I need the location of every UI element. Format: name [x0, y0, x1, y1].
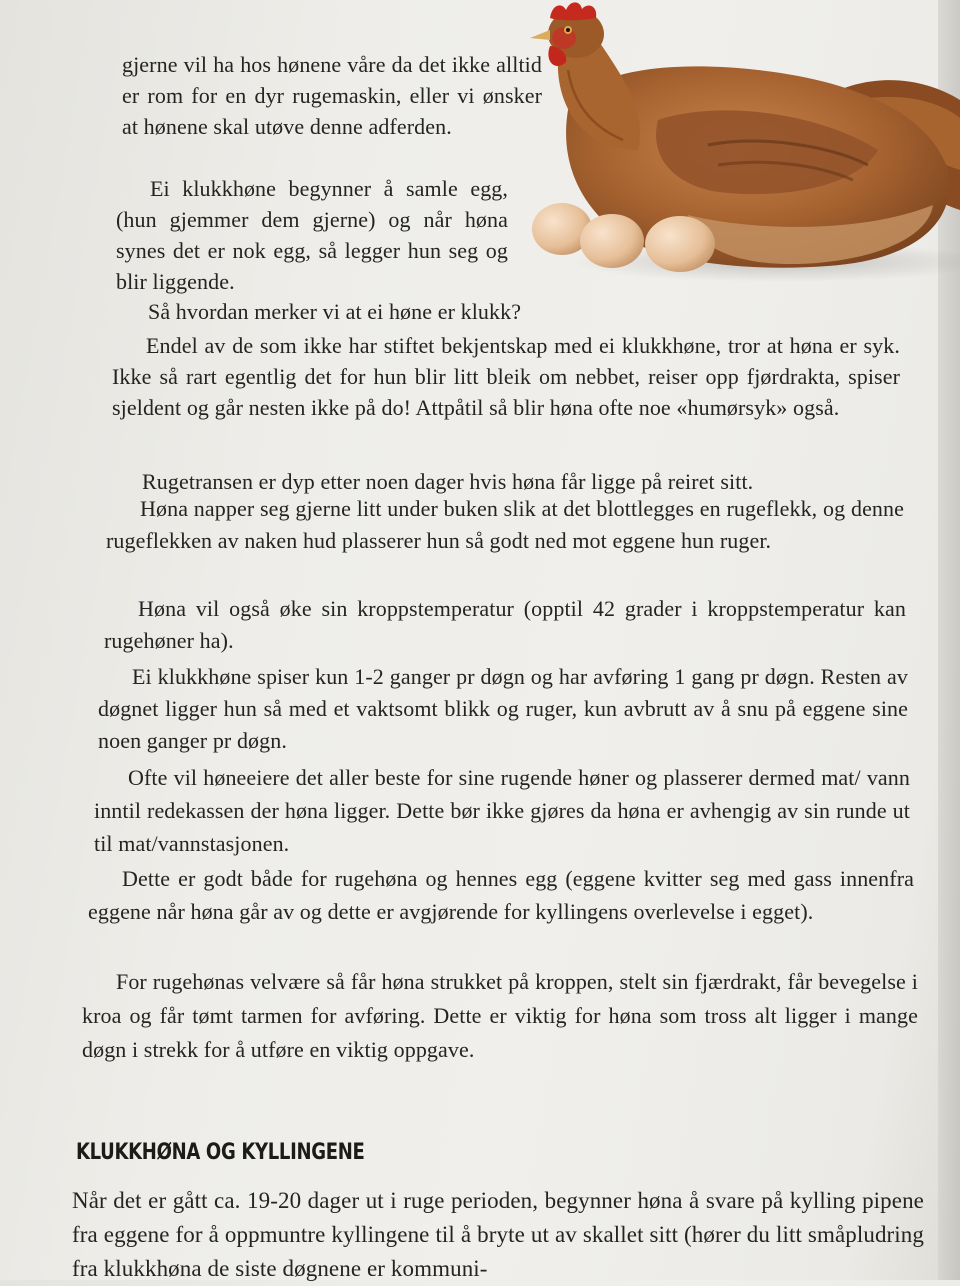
paragraph-symptoms: Endel av de som ikke har stiftet bekjentskap med ei klukkhøne, tror at høna er syk. Ikke så rart egentlig det for hun blir litt bleik om nebbet, reiser opp fjørdrakta, spiser sjeldent og går nesten ikke på do! Attpåtil så blir høna ofte noe «humørsyk» også.	[112, 333, 900, 420]
paragraph-wellbeing: For rugehønas velvære så får høna strukket på kroppen, stelt sin fjærdrakt, får bevegelse i kroa og får tømt tarmen for avføring. Dette er viktig for høna som tross alt ligger i mange døgn i strekk for å utføre en viktig oppgave.	[82, 969, 918, 1062]
hen-with-eggs-icon	[528, 0, 960, 285]
section-paragraph: Når det er gått ca. 19-20 dager ut i ruge perioden, begynner høna å svare på kylling pipene fra eggene for å oppmuntre kyllingene til å bryte ut av skallet sitt (hører du litt småpludring fra klukkhøna de siste døgnene er kommuni-	[72, 1188, 924, 1281]
paragraph-trance: Rugetransen er dyp etter noen dager hvis høna får ligge på reiret sitt.	[142, 469, 754, 494]
section-heading: KLUKKHØNA OG KYLLINGENE	[76, 1140, 365, 1165]
paragraph-egg-gathering: Ei klukkhøne begynner å samle egg, (hun gjemmer dem gjerne) og når høna synes det er nok egg, så legger hun seg og blir liggende.	[116, 176, 508, 294]
paragraph-continuation: gjerne vil ha hos hønene våre da det ikke alltid er rom for en dyr rugemaskin, eller vi ønsker at hønene skal utøve denne adferden.	[122, 52, 542, 139]
paragraph-brood-patch: Høna napper seg gjerne litt under buken slik at det blottlegges en rugeflekk, og denne rugeflekken av naken hud plasserer hun så godt ned mot eggene hun ruger.	[106, 496, 904, 553]
paragraph-gas-exchange: Dette er godt både for rugehøna og hennes egg (eggene kvitter seg med gass innenfra eggene når høna går av og dette er avgjørende for kyllingens overlevelse i egget).	[88, 866, 914, 924]
paragraph-question: Så hvordan merker vi at ei høne er klukk?	[148, 299, 522, 324]
paragraph-feeding: Ei klukkhøne spiser kun 1-2 ganger pr døgn og har avføring 1 gang pr døgn. Resten av døgnet ligger hun så med et vaktsomt blikk og ruger, kun avbrutt av å snu på eggene sine noen ganger pr døgn.	[98, 664, 908, 753]
paragraph-food-water: Ofte vil høneeiere det aller beste for sine rugende høner og plasserer dermed mat/ vann inntil redekassen der høna ligger. Dette bør ikke gjøres da høna er avhengig av sin runde ut til mat/vannstasjonen.	[94, 765, 910, 856]
paragraph-temperature: Høna vil også øke sin kroppstemperatur (opptil 42 grader i kroppstemperatur kan rugehøner ha).	[104, 596, 906, 653]
